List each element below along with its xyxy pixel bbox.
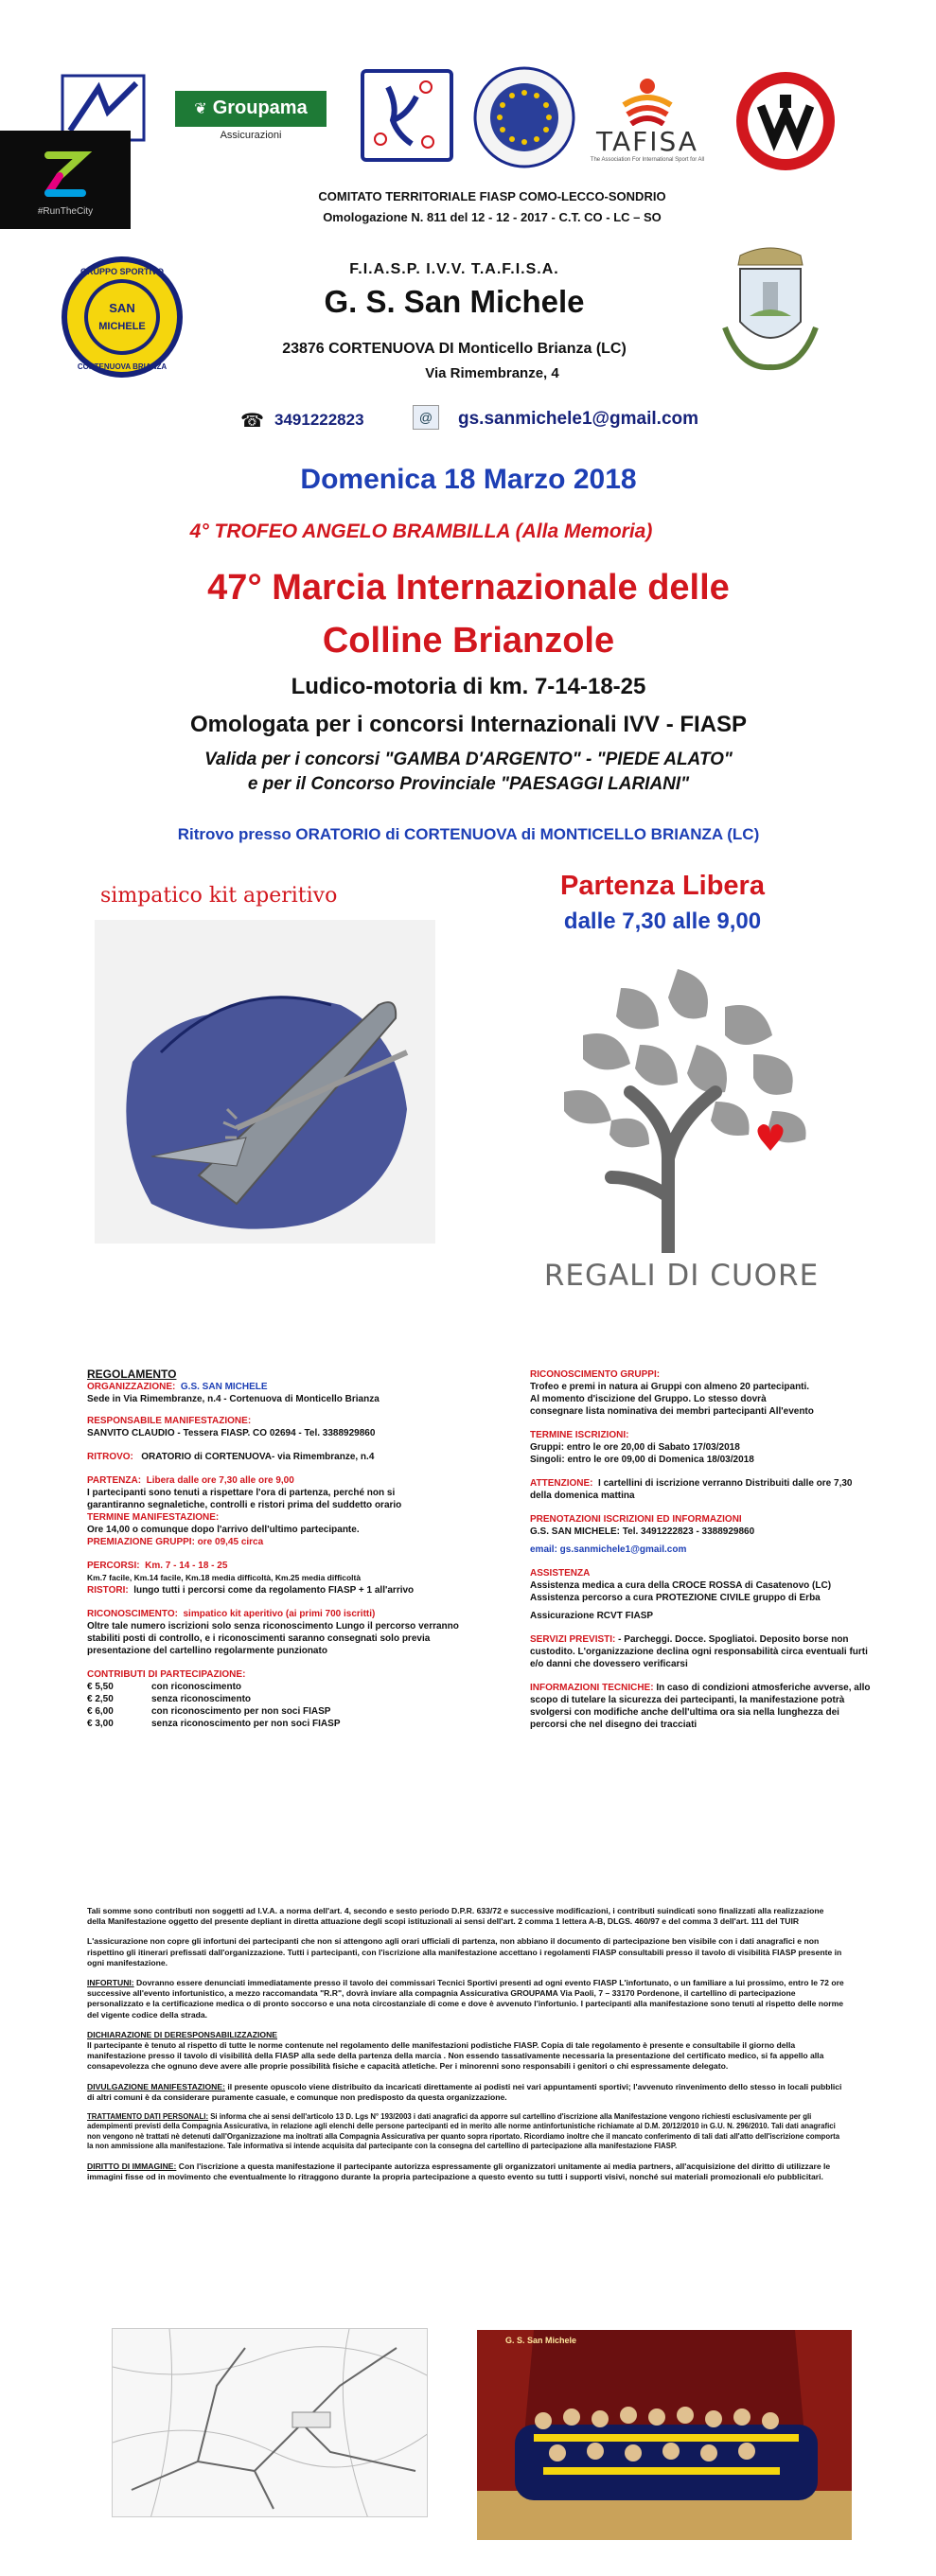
fine-p5-label: DIVULGAZIONE MANIFESTAZIONE:: [87, 2081, 225, 2091]
attenzione-text: I cartellini di iscrizione verranno Distribuiti dalle ore 7,30 della domenica mattina: [530, 1478, 853, 1501]
gruppi-label: RICONOSCIMENTO GRUPPI:: [530, 1369, 661, 1380]
tafisa-logo: [572, 74, 723, 165]
eu-stars-logo: [471, 64, 577, 170]
contrib-desc: senza riconoscimento per non soci FIASP: [151, 1719, 341, 1729]
homologation-text: Omologazione N. 811 del 12 - 12 - 2017 - C.T. CO - LC – SO: [323, 210, 662, 224]
club-street: Via Rimembranze, 4: [425, 365, 559, 381]
contrib-price: € 2,50: [87, 1694, 114, 1704]
ristori-label: RISTORI:: [87, 1585, 129, 1596]
termine-label: TERMINE MANIFESTAZIONE:: [87, 1512, 220, 1523]
rules-left: [87, 1368, 503, 1730]
contrib-label: CONTRIBUTI DI PARTECIPAZIONE:: [87, 1669, 246, 1680]
info-text: In caso di condizioni atmosferiche avverse, allo scopo di tutelare la sicurezza dei partecipanti, la manifestazione potrà svolgersi con modifiche anche dell'ultima ora sia nella lunghezza dei percorsi che nel disegno dei tracciati: [530, 1683, 871, 1730]
regali-text: REGALI DI CUORE: [543, 1259, 820, 1293]
contrib-row: [87, 1693, 503, 1705]
runthecity-logo: [0, 131, 131, 229]
fine-p2: L'assicurazione non copre gli infortuni dei partecipanti che non si attengono agli orari ufficiali di partenza, non abbiano il documento di partecipazione ben visibile con i dati anagrafici e non rispettino gli itinerari prefissati dall'organizzazione. Tutti i partecipanti, con l'iscrizione alla manifestazione accettano i regolamenti FIASP consultabili presso il tavolo di visibilità FIASP presente in ogni manifestazione.: [87, 1936, 842, 1967]
rules-title: REGOLAMENTO: [87, 1367, 177, 1381]
ivv-logo: [733, 68, 839, 174]
fine-p3-text: Dovranno essere denunciati immediatamente presso il tavolo dei commissari Tecnici Sportivi presenti ad ogni evento FIASP L'infortunato, o un familiare a lui prossimo, entro le 72 ore successive all'evento infortunistico, a mezzo raccomandata "R.R", dovrà inviare alla compagnia Assicurativa GROUPAMA Via Paoli, 7 – 33170 Pordenone, il cartellino di partecipazione personalizzato e la certificazione medica o di pronto soccorso e una nota circostanziale di come e dove è avvenuto l'infortunio. I partecipanti alla manifestazione sono tenuti al rispetto delle norme del vigente codice della strada.: [87, 1978, 844, 2020]
phone-icon: ☎: [240, 411, 264, 432]
committee-text: COMITATO TERRITORIALE FIASP COMO-LECCO-SONDRIO: [318, 189, 666, 203]
event-homologated: Omologata per i concorsi Internazionali IVV - FIASP: [189, 712, 748, 737]
contrib-price: € 6,00: [87, 1706, 114, 1717]
ricon-text: Oltre tale numero iscrizioni solo senza riconoscimento Lungo il percorso verranno stabiliti posti di controllo, e i riconoscimenti saranno consegnati solo previa presentazione del cartellino regolarmente punzionato: [87, 1621, 459, 1656]
contrib-desc: con riconoscimento per non soci FIASP: [151, 1706, 331, 1717]
email-icon: @: [413, 405, 439, 430]
rules-right: [530, 1368, 871, 1731]
assic-text: Assicurazione RCVT FIASP: [530, 1611, 654, 1621]
lakes-map-logo: [360, 68, 454, 163]
fine-p4-label: DICHIARAZIONE DI DERESPONSABILIZZAZIONE: [87, 2029, 278, 2039]
runthecity-hashtag: #RunTheCity: [37, 205, 94, 217]
servizi-text: - Parcheggi. Docce. Spogliatoi. Deposito borse non custodito. L'organizzazione declina ogni responsabilità circa eventuali furti e/o danni che dovessero verificarsi: [530, 1634, 868, 1669]
contrib-row: [87, 1681, 503, 1693]
prenot-email: email: gs.sanmichele1@gmail.com: [530, 1544, 687, 1555]
club-name: G. S. San Michele: [324, 284, 585, 319]
town-crest-logo: [712, 237, 829, 379]
prenot-label: PRENOTAZIONI ISCRIZIONI ED INFORMAZIONI: [530, 1514, 742, 1525]
groupama-name: Groupama: [212, 97, 308, 118]
club-email: gs.sanmichele1@gmail.com: [458, 409, 699, 429]
termine-text: Ore 14,00 o comunque dopo l'arrivo dell'ultimo partecipante.: [87, 1525, 360, 1535]
badge-top: GRUPPO SPORTIVO: [79, 267, 165, 276]
org-text: Sede in Via Rimembranze, n.4 - Cortenuova di Monticello Brianza: [87, 1394, 380, 1404]
fine-p6-text: Si informa che ai sensi dell'articolo 13 D. Lgs N° 193/2003 i dati anagrafici da apporre sul cartellino d'iscrizione alla Manifestazione vengono richiesti esclusivamente per gli adempimenti previsti della Compagnia Assicurativa, in relazione agli elenchi delle persone partecipanti ed in merito alle norme antinfortunistiche richiamate al D.M. 20/12/2010 in G.U. N. 296/2010. Tali dati anagrafici non vengono nè trattati nè detenuti dall'Organizzazione ma inoltrati alla Compagnia Assicurativa per quanto sopra riportato. Ricordiamo inoltre che il mancato conferimento di tali dati all'atto dell'iscrizione comporta la non ammissione alla manifestazione. Tale informativa si intende acquisita dal partecipante con la consegna del cartellino di partecipazione alla manifestazione FIASP.: [87, 2112, 840, 2151]
fine-p4-text: Il partecipante è tenuto al rispetto di tutte le norme contenute nel regolamento delle manifestazioni podistiche FIASP. Copia di tale regolamento è presente e consultabile il giorno della manifestazione presso il tavolo di visibilità della FIASP alla sede della partenza della marcia . Non essendo tassativamente necessaria la presentazione del certificato medico, si fa appello alla consapevolezza che ognuno deve avere alle proprie possibilità fisiche e capacità atletiche. Per i minorenni sono responsabili i genitori o chi espressamente delegato.: [87, 2040, 824, 2072]
fine-p3-label: INFORTUNI:: [87, 1978, 134, 1988]
fine-p7-text: Con l'iscrizione a questa manifestazione il partecipante autorizza espressamente gli organizzatori unitamente ai media partners, all'acquisizione del diritto di utilizzare le immagini fisse od in movimento che eventualmente lo ritraggono durante la propria partecipazione a questo evento su tutti i supporti visivi, nonché sui materiali promozionali e/o pubblicitari.: [87, 2161, 831, 2181]
badge-san: SAN: [109, 301, 135, 315]
start-time: dalle 7,30 alle 9,00: [563, 909, 762, 934]
club-badge-logo: [59, 254, 185, 380]
contrib-row: [87, 1705, 503, 1718]
ristori-text: lungo tutti i percorsi come da regolamento FIASP + 1 all'arrivo: [133, 1585, 415, 1596]
fine-p5: [87, 2082, 844, 2103]
premiazione-text: PREMIAZIONE GRUPPI: ore 09,45 circa: [87, 1537, 264, 1547]
resp-label: RESPONSABILE MANIFESTAZIONE:: [87, 1416, 252, 1426]
group-photo-caption: G. S. San Michele: [505, 2336, 577, 2345]
termine-singoli: Singoli: entro le ore 09,00 di Domenica 18/03/2018: [530, 1455, 754, 1465]
percorsi-text: Km.7 facile, Km.14 facile, Km.18 media difficoltà, Km.25 media difficoltà: [87, 1573, 362, 1582]
percorsi-label: PERCORSI:: [87, 1561, 140, 1571]
resp-text: SANVITO CLAUDIO - Tessera FIASP. CO 02694 - Tel. 3388929860: [87, 1428, 376, 1438]
start-title: Partenza Libera: [560, 871, 765, 901]
club-phone: 3491222823: [274, 411, 364, 429]
assist-label: ASSISTENZA: [530, 1568, 591, 1579]
federations-text: F.I.A.S.P. I.V.V. T.A.F.I.S.A.: [349, 261, 559, 277]
fine-p7: [87, 2161, 844, 2182]
event-title-line2: Colline Brianzole: [322, 621, 615, 661]
fine-p6: [87, 2112, 844, 2152]
ritrovo-label: RITROVO:: [87, 1452, 133, 1462]
termine-iscr-label: TERMINE ISCRIZIONI:: [530, 1430, 629, 1440]
group-photo: [477, 2330, 852, 2540]
groupama-logo: [170, 87, 331, 144]
event-distances: Ludico-motoria di km. 7-14-18-25: [291, 674, 646, 699]
event-title-line1: 47° Marcia Internazionale delle: [207, 568, 730, 608]
fine-p6-label: TRATTAMENTO DATI PERSONALI:: [87, 2112, 209, 2122]
event-meeting: Ritrovo presso ORATORIO di CORTENUOVA di MONTICELLO BRIANZA (LC): [177, 825, 760, 843]
fine-p3: [87, 1978, 844, 2020]
attenzione-label: ATTENZIONE:: [530, 1478, 593, 1489]
termine-gruppi: Gruppi: entro le ore 20,00 di Sabato 17/03/2018: [530, 1442, 740, 1453]
fine-p7-label: DIRITTO DI IMMAGINE:: [87, 2161, 177, 2171]
contrib-row: [87, 1718, 503, 1730]
event-trophy: 4° TROFEO ANGELO BRAMBILLA (Alla Memoria): [189, 520, 653, 542]
partenza-text: I partecipanti sono tenuti a rispettare l'ora di partenza, perché non si garantiranno segnaletiche, controlli e ristori prima del suddetto orario: [87, 1488, 402, 1510]
tafisa-name: TAFISA: [596, 125, 698, 157]
assist-text: Assistenza medica a cura della CROCE ROSSA di Casatenovo (LC) Assistenza percorso a cura PROTEZIONE CIVILE gruppo di Erba: [530, 1580, 832, 1603]
fine-p1: Tali somme sono contributi non soggetti ad I.V.A. a norma dell'art. 4, secondo e sesto periodo D.P.R. 633/72 e successive modificazioni, i contributi suindicati sono finalizzati alla realizzazione della Manifestazione oggetto del presente depliant in diretta attuazione degli scopi istituzionali ai sensi dell'art. 2 comma 1 lettera A-B, DLGS. 460/97 e del comma 3 dell'art. 111 del TUIR: [87, 1906, 824, 1927]
kit-label: simpatico kit aperitivo: [100, 884, 338, 908]
partenza-value: Libera dalle ore 7,30 alle ore 9,00: [146, 1475, 294, 1486]
prenot-text: G.S. SAN MICHELE: Tel. 3491222823 - 3388929860: [530, 1526, 755, 1537]
org-value: G.S. SAN MICHELE: [180, 1382, 268, 1392]
kit-photo: [95, 920, 435, 1244]
groupama-subtitle: Assicurazioni: [220, 129, 282, 141]
info-label: INFORMAZIONI TECNICHE:: [530, 1683, 654, 1693]
event-valid2: e per il Concorso Provinciale "PAESAGGI LARIANI": [247, 774, 690, 794]
contrib-desc: con riconoscimento: [151, 1682, 242, 1692]
servizi-label: SERVIZI PREVISTI:: [530, 1634, 616, 1645]
ricon-label: RICONOSCIMENTO:: [87, 1609, 178, 1619]
route-map-image: [112, 2328, 428, 2517]
badge-bottom: CORTENUOVA BRIANZA: [77, 362, 168, 371]
ritrovo-text: ORATORIO di CORTENUOVA- via Rimembranze, n.4: [141, 1452, 375, 1462]
contrib-price: € 3,00: [87, 1719, 114, 1729]
groupama-leaf-icon: ❦: [194, 100, 207, 117]
tafisa-subtitle: The Association For International Sport for All: [590, 156, 705, 163]
partenza-label: PARTENZA:: [87, 1475, 142, 1486]
regali-tree-logo: [526, 950, 829, 1253]
fine-print: [87, 1906, 844, 2182]
fine-p5-text: il presente opuscolo viene distribuito da incaricati direttamente ai podisti nei vari appuntamenti sportivi; l'avvenuto rinvenimento dello stesso in locali pubblici di altri comuni è da considerare puramente casuale, e comunque non predisposto da questa organizzazione.: [87, 2081, 842, 2102]
event-valid1: Valida per i concorsi "GAMBA D'ARGENTO" - "PIEDE ALATO": [204, 750, 733, 769]
contrib-desc: senza riconoscimento: [151, 1694, 252, 1704]
percorsi-value: Km. 7 - 14 - 18 - 25: [145, 1561, 228, 1571]
org-label: ORGANIZZAZIONE:: [87, 1382, 176, 1392]
badge-michele: MICHELE: [98, 321, 146, 332]
club-address: 23876 CORTENUOVA DI Monticello Brianza (LC): [282, 341, 627, 357]
ricon-value: simpatico kit aperitivo (ai primi 700 iscritti): [183, 1609, 376, 1619]
event-date: Domenica 18 Marzo 2018: [300, 464, 637, 495]
gruppi-text: Trofeo e premi in natura ai Gruppi con almeno 20 partecipanti. Al momento d'iscizione del Gruppo. Lo stesso dovrà consegnare lista nominativa dei membri partecipanti All'evento: [530, 1382, 814, 1417]
contrib-price: € 5,50: [87, 1682, 114, 1692]
